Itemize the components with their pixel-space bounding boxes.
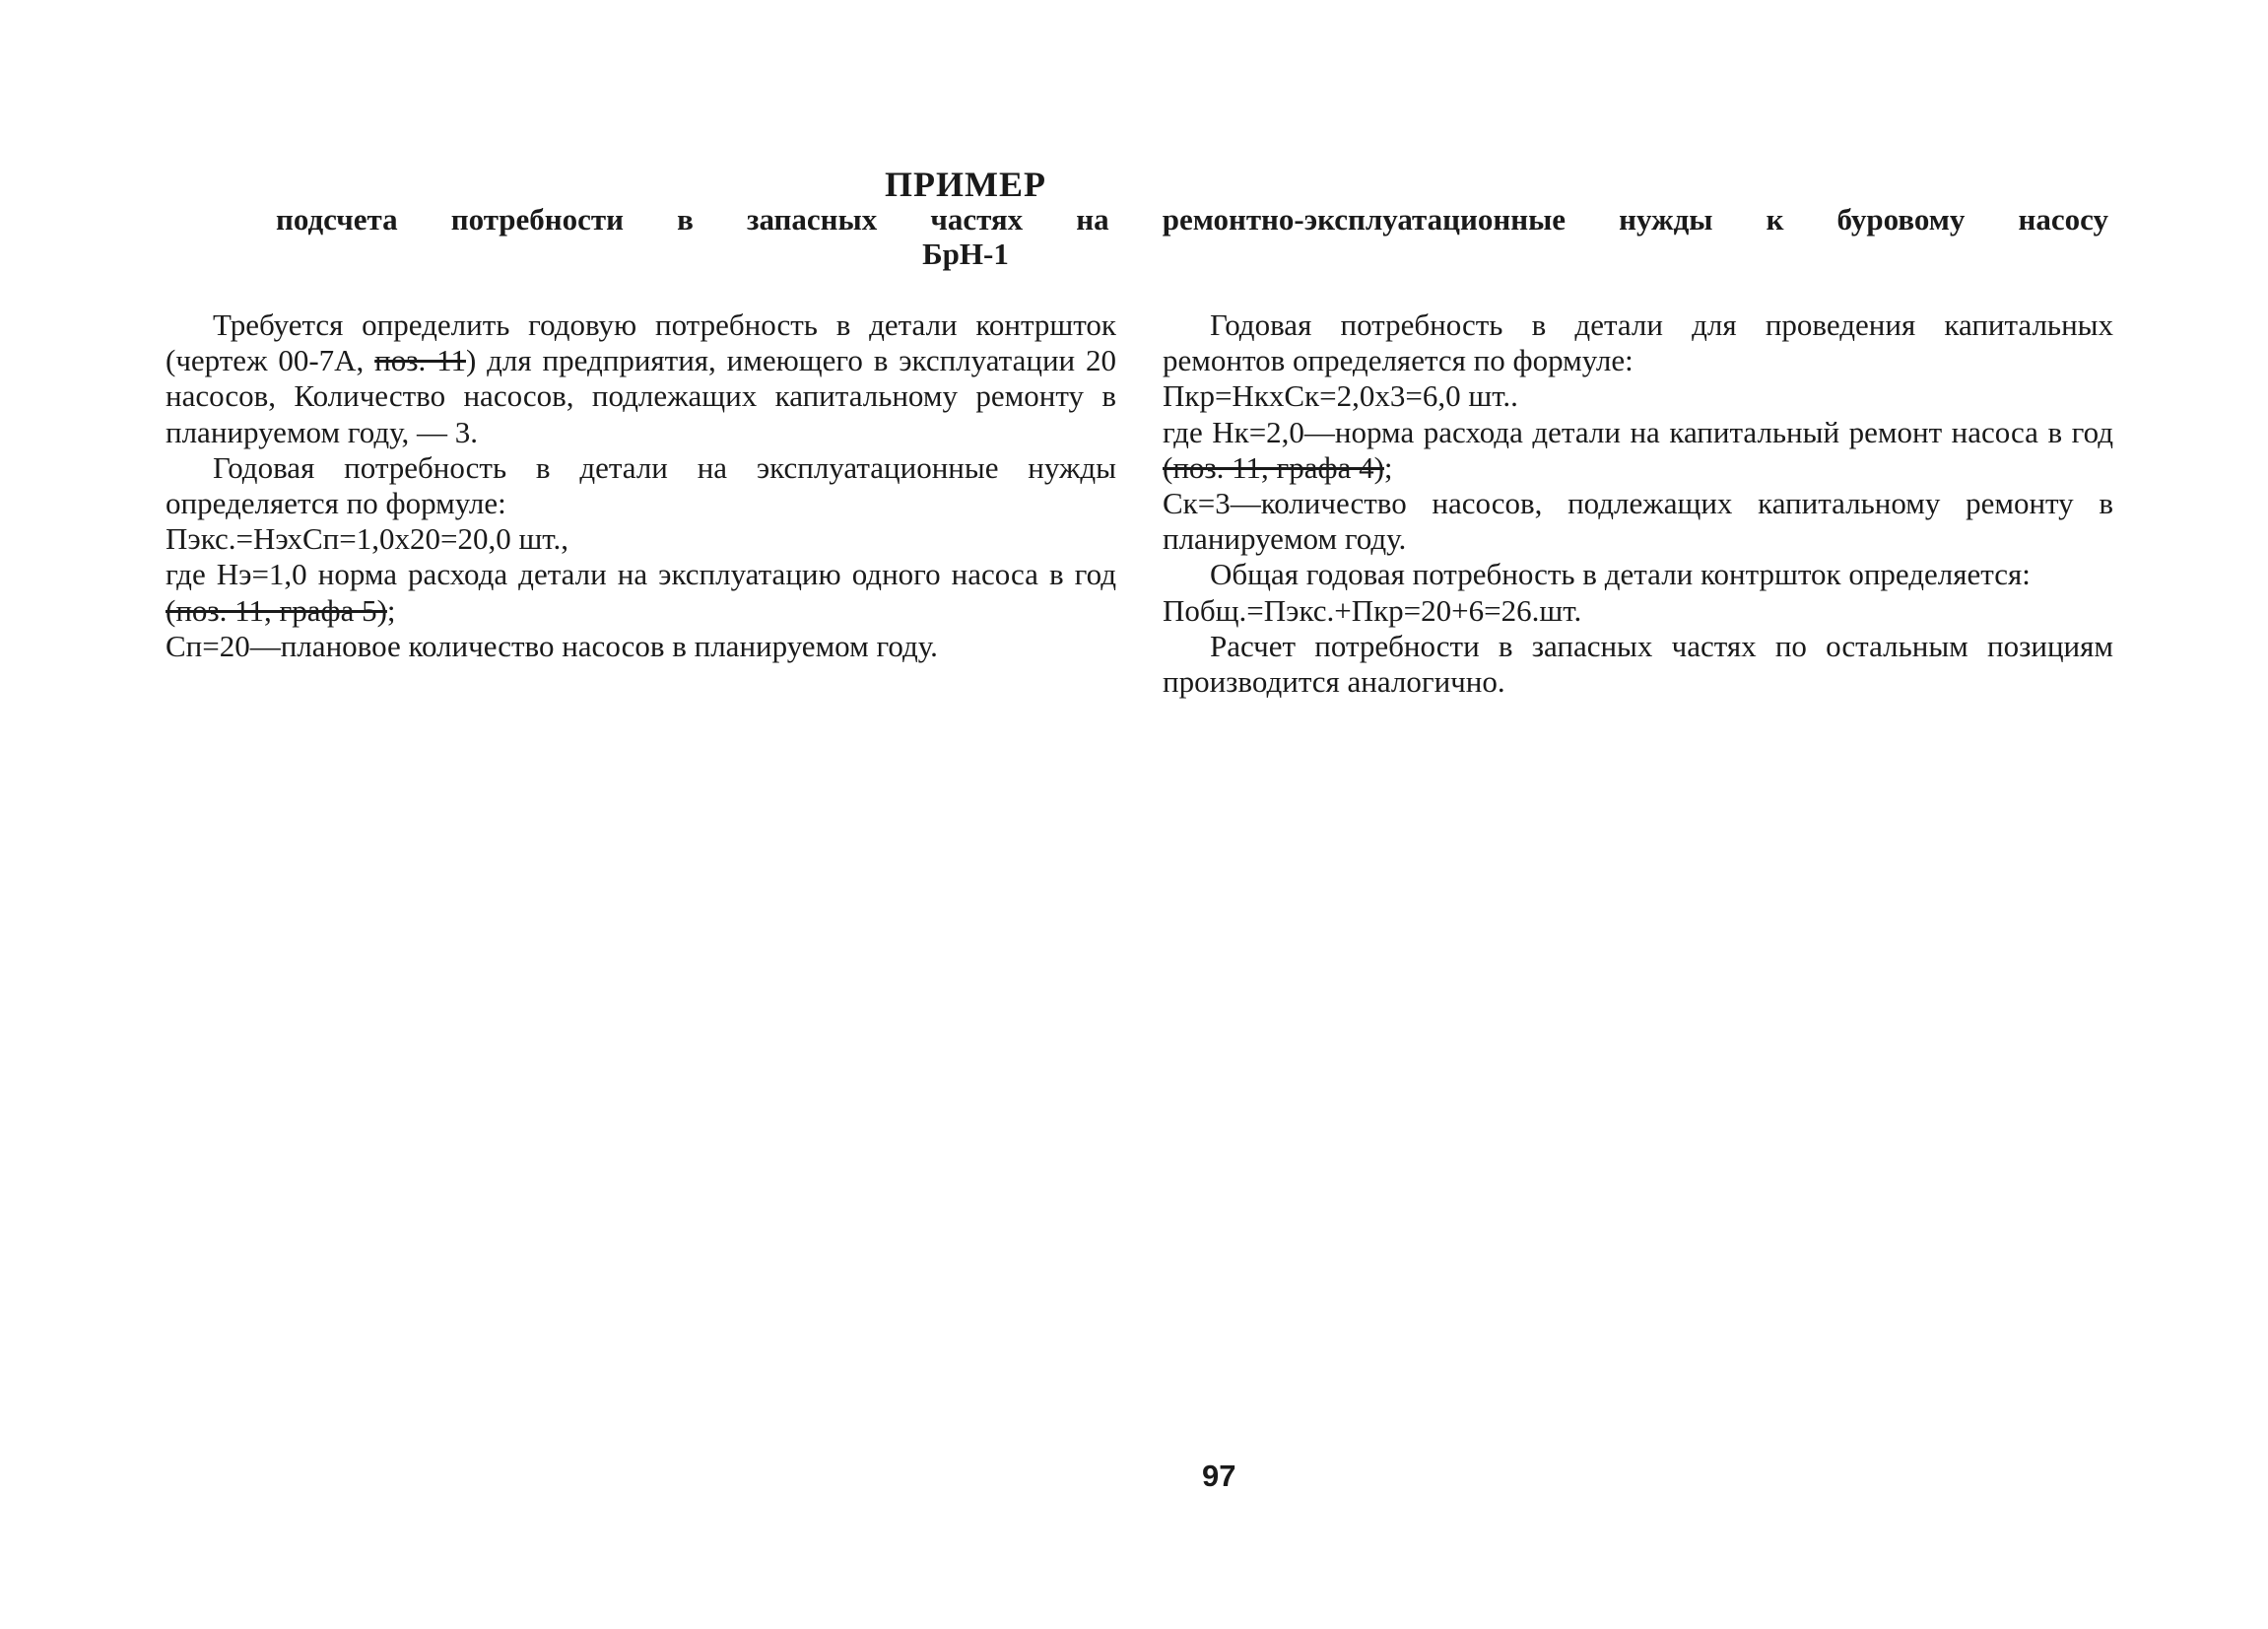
right-paragraph-conclusion: Расчет потребности в запасных частях по остальным позициям производится аналогично. (1163, 628, 2113, 700)
document-title: ПРИМЕР (885, 165, 1046, 204)
right-paragraph-total-need: Общая годовая потребность в детали контршток определяется: (1210, 557, 2031, 592)
definition-repair-pumps: Ск=3—количество насосов, подлежащих капитальному ремонту в планируемом году. (1163, 486, 2113, 557)
struck-reference: поз. 11 (374, 343, 466, 378)
definition-operational-norm: где Нэ=1,0 норма расхода детали на эксплуатацию одного насоса в год (поз. 11, графа 5); (166, 557, 1116, 628)
right-column (1163, 307, 2113, 700)
page-number: 97 (1202, 1459, 1236, 1493)
formula-operational: Пэкс.=НэхСп=1,0х20=20,0 шт., (166, 521, 569, 557)
struck-reference: (поз. 11, графа 5) (166, 592, 387, 628)
right-paragraph-capital-repair: Годовая потребность в детали для проведения капитальных ремонтов определяется по формуле: (1163, 307, 2113, 378)
struck-reference: (поз. 11, графа 4) (1163, 449, 1384, 485)
formula-total: Побщ.=Пэкс.+Пкр=20+6=26.шт. (1163, 592, 1582, 628)
left-paragraph-operational-need: Годовая потребность в детали на эксплуатационные нужды определяется по формуле: (166, 449, 1116, 521)
document-subtitle-model: БрН-1 (922, 237, 1009, 271)
formula-capital-repair: Пкр=НкхСк=2,0х3=6,0 шт.. (1163, 378, 1518, 414)
left-column (166, 307, 1116, 664)
definition-planned-pumps: Сп=20—плановое количество насосов в планируемом году. (166, 628, 938, 663)
document-subtitle: подсчета потребности в запасных частях на ремонтно-эксплуатационные нужды к буровому насосу (276, 202, 2108, 237)
left-paragraph-requirement: Требуется определить годовую потребность в детали контршток (чертеж 00-7А, поз. 11) для предприятия, имеющего в эксплуатации 20 насосов, Количество насосов, подлежащих капитальному ремонту в планируемом году, — 3. (166, 307, 1116, 449)
definition-capital-norm: где Нк=2,0—норма расхода детали на капитальный ремонт насоса в год (поз. 11, графа 4); (1163, 414, 2113, 485)
